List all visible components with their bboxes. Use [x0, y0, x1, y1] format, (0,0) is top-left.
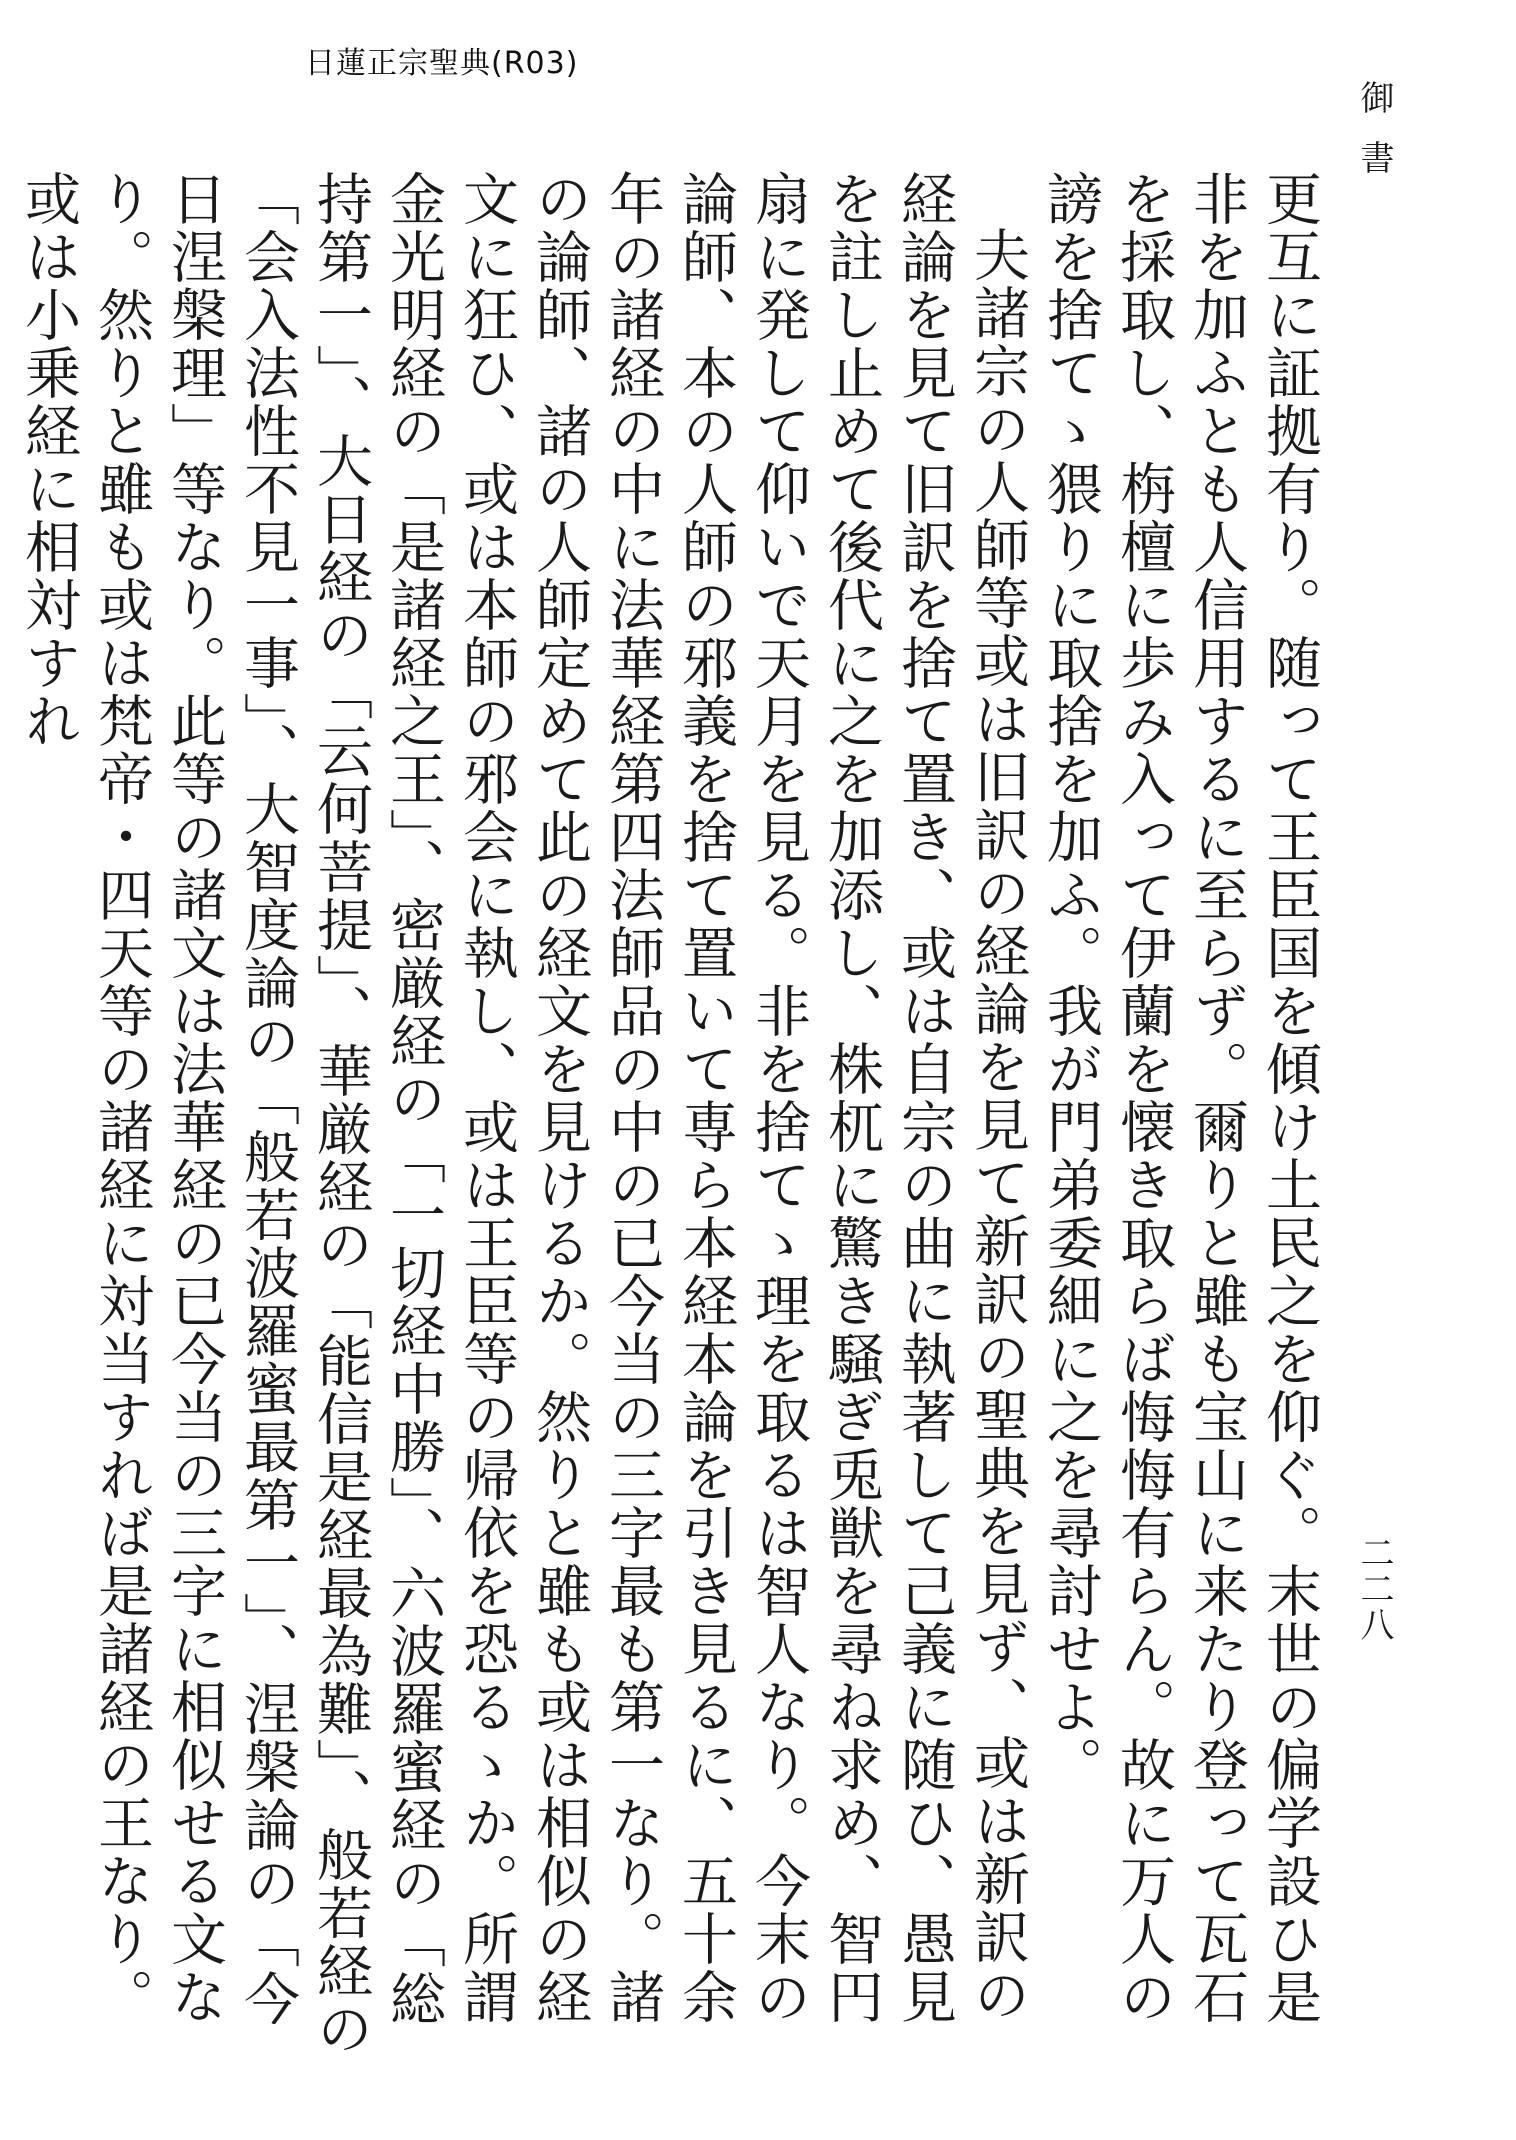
page-number: 二二八: [1354, 1535, 1394, 1643]
book-title: 日蓮正宗聖典(R03): [305, 46, 579, 81]
paragraph: 夫諸宗の人師等或は旧訳の経論を見て新訳の聖典を見ず、或は新訳の経論を見て旧訳を捨て置き、或は自宗の曲に執著して己義に随ひ、愚見を註し止めて後代に之を加添し、株杌に驚き騒ぎ兎獣を尋ね求め、智円扇に発して仰いで天月を見る。非を捨てゝ理を取るは智人なり。今末の論師、本の人師の邪義を捨て置いて専ら本経本論を引き見るに、五十余年の諸経の中に法華経第四法師品の中の已今当の三字最も第一なり。諸の論師、諸の人師定めて此の経文を見けるか。然りと雖も或は相似の経文に狂ひ、或は本師の邪会に執し、或は王臣等の帰依を恐るゝか。所謂金光明経の「是諸経之王」、密厳経の「一切経中勝」、六波羅蜜経の「総持第一」、大日経の「云何菩提」、華厳経の「能信是経最為難」、般若経の「会入法性不見一事」、大智度論の「般若波羅蜜最第一」、涅槃論の「今日涅槃理」等なり。此等の諸文は法華経の已今当の三字に相似せる文なり。然りと雖も或は梵帝・四天等の諸経に対当すれば是諸経の王なり。或は小乗経に相対すれ: [16, 170, 1030, 2058]
section-title: 御書: [1354, 80, 1394, 200]
main-text: [16, 170, 1326, 2070]
paragraph: 更互に証拠有り。随って王臣国を傾け土民之を仰ぐ。末世の偏学設ひ是非を加ふとも人信用するに至らず。爾りと雖も宝山に来たり登って瓦石を採取し、栴檀に歩み入って伊蘭を懐き取らば悔悔有らん。故に万人の謗を捨てゝ猥りに取捨を加ふ。我が門弟委細に之を尋討せよ。: [1038, 170, 1322, 2026]
